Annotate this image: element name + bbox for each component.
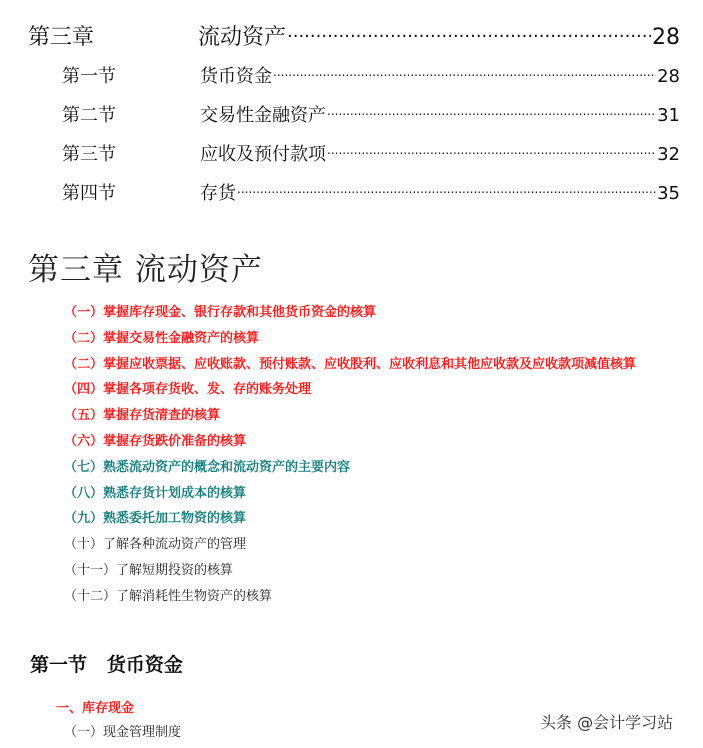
toc-dot-leader bbox=[237, 181, 656, 199]
objective-item: （七）熟悉流动资产的概念和流动资产的主要内容 bbox=[64, 459, 351, 475]
toc-section-page: 35 bbox=[657, 183, 680, 204]
watermark: 头条 @会计学习站 bbox=[540, 713, 674, 732]
objective-item: （一）掌握库存现金、银行存款和其他货币资金的核算 bbox=[64, 305, 377, 320]
objective-item: （十二）了解消耗性生物资产的核算 bbox=[64, 588, 273, 604]
toc-dot-leader bbox=[327, 103, 656, 121]
toc-section-title: 货币资金 bbox=[200, 66, 272, 87]
toc-section-entry[interactable] bbox=[62, 140, 680, 166]
toc-section-page: 31 bbox=[657, 105, 680, 126]
toc-chapter-entry[interactable] bbox=[28, 20, 680, 50]
subitem: （一）现金管理制度 bbox=[64, 725, 182, 740]
toc-section-title: 应收及预付款项 bbox=[200, 144, 326, 165]
objective-item: （四）掌握各项存货收、发、存的账务处理 bbox=[64, 382, 312, 398]
objectives-list bbox=[64, 300, 636, 610]
chapter-heading: 第三章 流动资产 bbox=[28, 252, 263, 288]
objective-item: （十一）了解短期投资的核算 bbox=[64, 562, 234, 578]
toc-dot-leader bbox=[287, 22, 651, 44]
toc-section-entry[interactable] bbox=[62, 179, 680, 205]
toc-dot-leader bbox=[273, 64, 656, 82]
objective-item: （六）掌握存货跌价准备的核算 bbox=[64, 433, 247, 449]
objective-item: （二）掌握应收票据、应收账款、预付账款、应收股利、应收利息和其他应收款及应收款项减值核算 bbox=[64, 356, 637, 372]
toc-section-entry[interactable] bbox=[62, 101, 680, 127]
toc-section-title: 交易性金融资产 bbox=[200, 105, 326, 126]
subheading: 一、库存现金 bbox=[56, 701, 135, 716]
toc-chapter-page: 28 bbox=[652, 25, 680, 50]
toc-section-number: 第三节 bbox=[62, 144, 116, 165]
objective-item: （八）熟悉存货计划成本的核算 bbox=[64, 485, 247, 501]
toc-section-entry[interactable] bbox=[62, 62, 680, 88]
objective-item: （十）了解各种流动资产的管理 bbox=[64, 537, 247, 553]
toc-section-number: 第一节 bbox=[62, 66, 116, 87]
objective-item: （五）掌握存货清查的核算 bbox=[64, 408, 221, 424]
toc-section-number: 第二节 bbox=[62, 105, 116, 126]
toc-section-number: 第四节 bbox=[62, 183, 116, 204]
toc-chapter-title: 流动资产 bbox=[198, 25, 287, 50]
toc-chapter-number: 第三章 bbox=[28, 25, 95, 50]
toc-dot-leader bbox=[327, 142, 656, 160]
toc-section-title: 存货 bbox=[200, 183, 236, 204]
objective-item: （九）熟悉委托加工物资的核算 bbox=[64, 511, 247, 527]
toc-section-page: 32 bbox=[657, 144, 680, 165]
toc-section-page: 28 bbox=[657, 66, 680, 87]
section-heading: 第一节 货币资金 bbox=[30, 654, 183, 676]
objective-item: （二）掌握交易性金融资产的核算 bbox=[64, 330, 260, 346]
